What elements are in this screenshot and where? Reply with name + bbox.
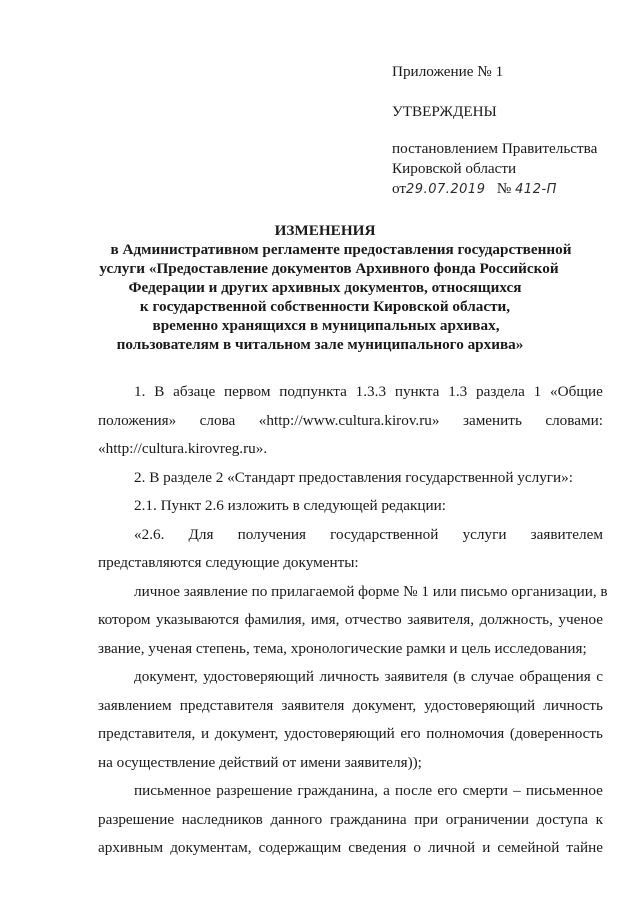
word: его bbox=[400, 725, 421, 742]
word: «http://www.cultura.kirov.ru» bbox=[258, 411, 440, 429]
decree-line-1: постановлением Правительства bbox=[392, 140, 598, 157]
word: сведения bbox=[348, 839, 407, 856]
document-title bbox=[0, 221, 640, 354]
word: (в bbox=[453, 668, 466, 685]
word: получения bbox=[237, 525, 306, 543]
word: котором bbox=[98, 611, 151, 628]
word: заявителя bbox=[384, 668, 448, 685]
paragraph-6-line-3 bbox=[98, 720, 603, 749]
word: – bbox=[513, 782, 521, 799]
word: случае bbox=[470, 668, 514, 685]
word: 1 bbox=[533, 383, 542, 400]
word: смерти bbox=[462, 782, 508, 799]
paragraph-2: 2. В разделе 2 «Стандарт предоставления государственной услуги»: bbox=[134, 468, 573, 486]
paragraph-1-line-3: «http://cultura.kirovreg.ru». bbox=[98, 440, 268, 457]
paragraph-6-line-1 bbox=[98, 663, 603, 692]
word: государственной bbox=[330, 525, 439, 543]
word: при bbox=[414, 810, 439, 828]
date-prefix: от bbox=[392, 180, 407, 197]
word: первом bbox=[224, 383, 271, 400]
paragraph-5-line-3: звание, ученая степень, тема, хронологические рамки и цель исследования; bbox=[98, 639, 587, 657]
title-heading: ИЗМЕНЕНИЯ bbox=[274, 222, 376, 239]
word: документам, bbox=[170, 839, 252, 856]
word: письменное bbox=[134, 782, 212, 799]
approval-block bbox=[392, 62, 597, 199]
word: содержащим bbox=[258, 839, 342, 856]
paragraph-1-line-2 bbox=[98, 407, 603, 436]
paragraph-5-line-1: личное заявление по прилагаемой форме № 1 или письмо организации, в bbox=[134, 582, 608, 600]
word: (доверенность bbox=[509, 725, 603, 742]
word: наследников bbox=[181, 810, 263, 828]
paragraph-6-line-4: на осуществление действий от имени заявителя)); bbox=[98, 753, 422, 771]
appendix-label: Приложение № 1 bbox=[392, 63, 504, 80]
word: документ, bbox=[352, 696, 417, 714]
word: представителя bbox=[179, 696, 274, 714]
word: письменное bbox=[525, 782, 603, 799]
paragraph-7-line-2 bbox=[98, 806, 603, 835]
title-line: услуги «Предоставление документов Архивного фонда Российской bbox=[99, 260, 559, 277]
word: заявителя, bbox=[407, 611, 474, 628]
word: архивным bbox=[98, 839, 164, 856]
word: В bbox=[154, 383, 165, 400]
word: и bbox=[200, 725, 210, 742]
word: заявителем bbox=[530, 525, 603, 543]
word: имя, bbox=[310, 611, 340, 628]
word: абзаце bbox=[173, 383, 216, 400]
word: а bbox=[383, 782, 390, 799]
paragraph-4-line-1 bbox=[98, 521, 603, 550]
paragraph-6-line-2 bbox=[98, 692, 603, 721]
paragraph-1-line-1 bbox=[98, 378, 603, 407]
word: 1. bbox=[134, 383, 146, 400]
decree-line-2: Кировской области bbox=[392, 160, 517, 177]
word: представителя, bbox=[98, 725, 196, 742]
approved-label: УТВЕРЖДЕНЫ bbox=[392, 103, 497, 120]
word: заявителя bbox=[281, 696, 345, 714]
word: документ, bbox=[134, 668, 198, 685]
decree-date-line bbox=[392, 179, 597, 199]
word: 1.3.3 bbox=[355, 383, 387, 400]
word: раздела bbox=[476, 383, 525, 400]
word: удостоверяющий bbox=[203, 668, 314, 685]
paragraph-4-line-2: представляются следующие документы: bbox=[98, 554, 359, 571]
title-line: пользователям в читальном зале муниципального архива» bbox=[116, 336, 524, 353]
word: положения» bbox=[98, 411, 177, 429]
word: «2.6. bbox=[134, 525, 165, 543]
title-line: в Административном регламенте предоставления государственной bbox=[110, 241, 572, 258]
handwritten-date: 29.07.2019 bbox=[406, 182, 486, 197]
paragraph-5-line-2 bbox=[98, 606, 603, 635]
word: о bbox=[413, 839, 421, 856]
word: отчество bbox=[344, 611, 402, 628]
word: разрешение bbox=[216, 782, 293, 799]
word: фамилия, bbox=[244, 611, 306, 628]
word: данного bbox=[270, 810, 323, 828]
word: гражданина, bbox=[297, 782, 378, 799]
word: ученое bbox=[558, 611, 603, 628]
word: документ, bbox=[214, 725, 279, 742]
word: семейной bbox=[497, 839, 560, 856]
word: указываются bbox=[156, 611, 240, 628]
word: ограничении bbox=[445, 810, 529, 828]
word: его bbox=[437, 782, 458, 799]
word: подпункта bbox=[279, 383, 347, 400]
word: тайне bbox=[566, 839, 603, 856]
word: личной bbox=[427, 839, 476, 856]
document-body bbox=[98, 378, 608, 863]
word: Для bbox=[188, 525, 214, 543]
word: и bbox=[482, 839, 491, 856]
word: полномочия bbox=[426, 725, 505, 742]
word: услуги bbox=[462, 525, 507, 543]
title-line: временно хранящихся в муниципальных архивах, bbox=[152, 317, 500, 334]
number-prefix: № bbox=[496, 180, 512, 197]
word: личность bbox=[543, 696, 603, 714]
word: 1.3 bbox=[448, 383, 468, 400]
word: с bbox=[596, 668, 603, 685]
word: удостоверяющий bbox=[283, 725, 395, 742]
word: слова bbox=[199, 411, 236, 429]
word: словами: bbox=[545, 411, 603, 429]
word: пункта bbox=[394, 383, 440, 400]
paragraph-7-line-3 bbox=[98, 834, 603, 863]
word: гражданина bbox=[329, 810, 407, 828]
word: должность, bbox=[479, 611, 553, 628]
word: личность bbox=[319, 668, 380, 685]
title-line: Федерации и других архивных документов, относящихся bbox=[128, 279, 522, 296]
paragraph-7-line-1 bbox=[98, 777, 603, 806]
word: к bbox=[595, 810, 603, 828]
word: удостоверяющий bbox=[424, 696, 536, 714]
word: «Общие bbox=[550, 383, 603, 400]
word: обращения bbox=[519, 668, 591, 685]
word: после bbox=[395, 782, 433, 799]
handwritten-number: 412-П bbox=[515, 182, 557, 197]
word: заменить bbox=[462, 411, 522, 429]
paragraph-3: 2.1. Пункт 2.6 изложить в следующей редакции: bbox=[134, 497, 447, 514]
word: доступа bbox=[536, 810, 588, 828]
word: разрешение bbox=[98, 810, 175, 828]
word: заявлением bbox=[98, 696, 172, 714]
title-line: к государственной собственности Кировской области, bbox=[139, 298, 511, 315]
